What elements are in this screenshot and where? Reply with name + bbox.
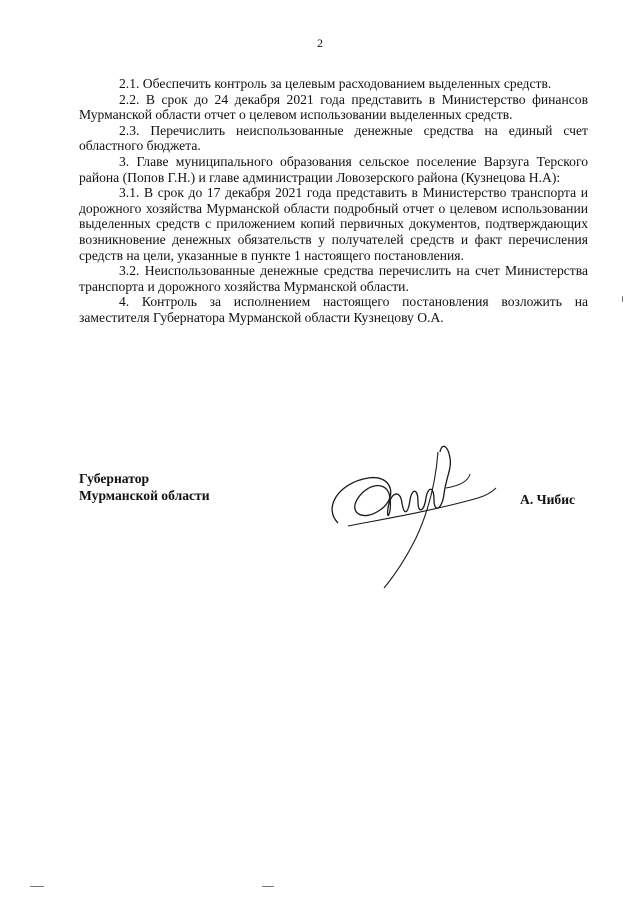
page-number: 2 xyxy=(317,36,323,50)
scan-mark xyxy=(262,886,274,887)
scan-mark xyxy=(30,886,44,887)
paragraph-2-1: 2.1. Обеспечить контроль за целевым расходованием выделенных средств. xyxy=(119,76,552,91)
signatory-name: А. Чибис xyxy=(520,492,576,507)
paragraph-2-3: 2.3. Перечислить неиспользованные денежные средства на единый счет областного бюджета. xyxy=(79,122,588,154)
signatory-title-line1: Губернатор xyxy=(79,471,150,486)
document-body xyxy=(79,76,588,326)
handwritten-signature xyxy=(318,428,508,593)
signatory-title-line2: Мурманской области xyxy=(79,488,210,503)
paragraph-4: 4. Контроль за исполнением настоящего постановления возложить на заместителя Губернатора Мурманской области Кузнецову О.А. xyxy=(79,294,588,325)
paragraph-2-2: 2.2. В срок до 24 декабря 2021 года представить в Министерство финансов Мурманской области отчет о целевом использовании выделенных средств. xyxy=(79,91,588,123)
paragraph-3: 3. Главе муниципального образования сельское поселение Варзуга Терского района (Попов Г.Н.) и главе администрации Ловозерского района (Кузнецова Н.А): xyxy=(79,153,588,185)
scan-mark xyxy=(622,296,623,302)
paragraph-3-2: 3.2. Неиспользованные денежные средства перечислить на счет Министерства транспорта и дорожного хозяйства Мурманской области. xyxy=(79,263,588,294)
signatory-title xyxy=(79,470,210,504)
paragraph-3-1: 3.1. В срок до 17 декабря 2021 года представить в Министерство транспорта и дорожного хозяйства Мурманской области подробный отчет о целевом использовании выделенных средств с приложением копий первичных документов, подтверждающих возникновение денежных обязательств у получателей средств и факт перечисления средств на цели, указанные в пункте 1 настоящего постановления. xyxy=(79,185,588,263)
